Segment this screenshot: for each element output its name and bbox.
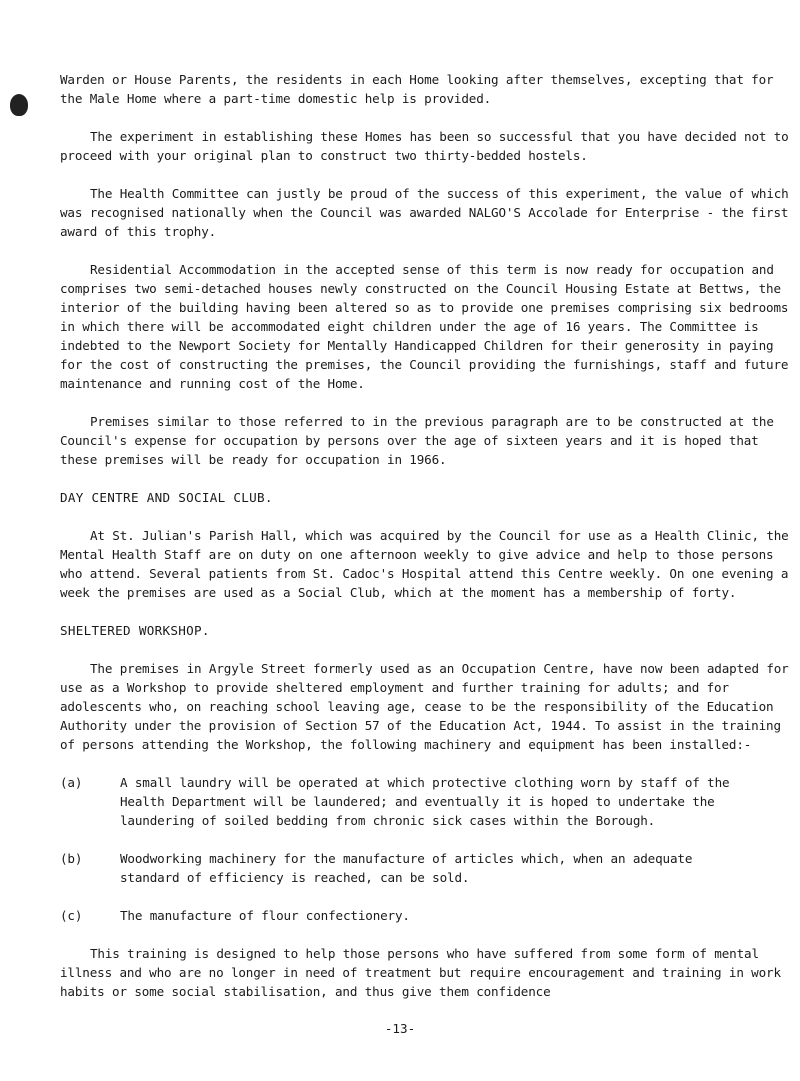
heading-sheltered-workshop: SHELTERED WORKSHOP. [60, 623, 210, 638]
list-item [60, 906, 790, 925]
paragraph-day-centre: At St. Julian's Parish Hall, which was acquired by the Council for use as a Health Clinic, the Mental Health Staff are on duty on one afternoon weekly to give advice and help to those persons who attend. Several patients from St. Cadoc's Hospital attend this Centre weekly. On one evening a week the premises are used as a Social Club, which at the moment has a membership of forty. [60, 528, 789, 600]
heading-day-centre: DAY CENTRE AND SOCIAL CLUB. [60, 490, 273, 505]
paragraph-premises-similar: Premises similar to those referred to in the previous paragraph are to be constructed at the Council's expense for occupation by persons over the age of sixteen years and it is hoped that these premises will be ready for occupation in 1966. [60, 414, 774, 467]
list-item-text: A small laundry will be operated at which protective clothing worn by staff of the Health Department will be laundered; and eventually it is hoped to undertake the laundering of soiled bedding from chronic sick cases within the Borough. [120, 775, 730, 828]
punch-hole [10, 94, 28, 116]
paragraph-residential-accommodation: Residential Accommodation in the accepted sense of this term is now ready for occupation and comprises two semi-detached houses newly constructed on the Council Housing Estate at Bettws, the interior of the building having been altered so as to provide one premises comprising six bedrooms in which there will be accommodated eight children under the age of 16 years. The Committee is indebted to the Newport Society for Mentally Handicapped Children for their generosity in paying for the cost of constructing the premises, the Council providing the furnishings, staff and future maintenance and running cost of the Home. [60, 262, 789, 391]
paragraph-nalgo-accolade: The Health Committee can justly be proud of the success of this experiment, the value of which was recognised nationally when the Council was awarded NALGO'S Accolade for Enterprise - the first award of this trophy. [60, 186, 789, 239]
equipment-list [60, 773, 790, 925]
list-item [60, 773, 790, 830]
page-number: -13- [384, 1021, 416, 1036]
list-item-label: (b) [60, 851, 83, 866]
paragraph-continuation: Warden or House Parents, the residents in each Home looking after themselves, excepting that for the Male Home where a part-time domestic help is provided. [60, 72, 774, 106]
list-item-label: (c) [60, 908, 83, 923]
paragraph-training-purpose: This training is designed to help those persons who have suffered from some form of mental illness and who are no longer in need of treatment but require encouragement and training in work habits or some social stabilisation, and thus give them confidence [60, 946, 781, 999]
document-body [60, 70, 790, 1020]
list-item-label: (a) [60, 775, 83, 790]
list-item-text: Woodworking machinery for the manufacture of articles which, when an adequate standard of efficiency is reached, can be sold. [120, 851, 693, 885]
paragraph-sheltered-workshop: The premises in Argyle Street formerly used as an Occupation Centre, have now been adapted for use as a Workshop to provide sheltered employment and further training for adults; and for adolescents who, on reaching school leaving age, cease to be the responsibility of the Education Authority under the provision of Section 57 of the Education Act, 1944. To assist in the training of persons attending the Workshop, the following machinery and equipment has been installed:- [60, 661, 789, 752]
paragraph-homes-experiment: The experiment in establishing these Homes has been so successful that you have decided not to proceed with your original plan to construct two thirty-bedded hostels. [60, 129, 789, 163]
list-item-text: The manufacture of flour confectionery. [120, 908, 410, 923]
list-item [60, 849, 790, 887]
